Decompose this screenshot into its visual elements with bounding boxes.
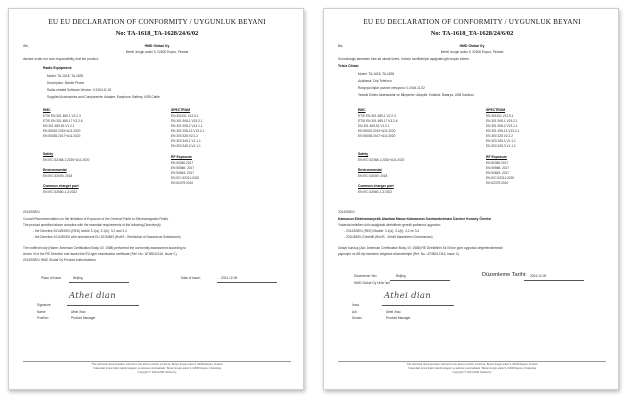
environmental-heading: Environmental — [358, 168, 382, 172]
footer-line: Yukarıdaki ürüne ilişkin teknik belgeler şu adreste tutulmaktadır: Bertel Jungin aukio 9, 02600 Espoo, Finlandiya — [92, 367, 222, 370]
position-value: Product Manager — [386, 316, 411, 320]
signature-label: Signature — [37, 303, 51, 307]
directive-red: - the Directive 2014/53/EU (RED) Article 3.1(a), 3.1(b), 3.2 and 3.4 — [33, 229, 127, 233]
spectrum-item: EN 301 908-2 V13.1.1 — [171, 124, 203, 128]
company-name: HMD Global Oy — [144, 44, 170, 48]
council-recommendation: Council Recommendation on the limitation of Exposure of the General Public to Electromagnetic Fields. — [23, 217, 169, 221]
company-address: Bertel Jungin aukio 9, 02600 Espoo, Finland — [125, 50, 189, 54]
accessories: Tedarik Edilen Aksesuarlar ve Bileşenler: Adaptör, Kulaklık, Batarya, USB Kablosu — [358, 93, 474, 97]
common-charger-heading: Common charger port — [43, 184, 79, 188]
declaration-number: No: TA-1618_TA-1628/24/6/02 — [115, 30, 199, 37]
declaration-page-english — [8, 8, 304, 390]
spectrum-item: EN 303 345-1 V1.1.1 — [486, 139, 516, 143]
spectrum-item: EN 301 908-1 V15.2.1 — [486, 119, 518, 123]
notified-body-line2: Annex III of the RE Directive and issued the EU-type examination certificate (Ref. No.: AT3B012116, Issue C). — [23, 252, 178, 256]
rf-exposure-heading: RF Exposure — [171, 155, 192, 159]
notified-body-line2: yapmıştır ve AB tipi inceleme belgesini düzenlemiştir (Ref. No.: AT3B012116, Issue C). — [338, 252, 460, 256]
product-authorizations: HMD Global Oy Ürün İzni — [354, 281, 390, 285]
emc-item: EN 55032:2015+A11:2020 — [43, 129, 81, 133]
position-label: Ünvanı — [352, 316, 363, 320]
footer-copyright: Copyright © 2024 HMD Global Oy — [137, 371, 177, 374]
description: Açıklama: Cep Telefonu — [358, 79, 392, 83]
footer-line: This technical documentation referred to the above product is held at: Bertel Jungin aukio 9, 02600 Espoo, Finland — [91, 363, 223, 366]
software-version: Radio-related Software Version: 0.2404.11.02 — [47, 88, 112, 92]
spectrum-item: EN 303 345-1 V1.1.1 — [171, 139, 201, 143]
declare-statement: Sorumluluğu tamamen bize ait olmak üzere, ürünün özellikleriyle aşağıdaki gibi beyan ederiz: — [338, 57, 470, 61]
company-name: HMD Global Oy — [459, 44, 485, 48]
common-charger-item: EN IEC 62680-1-3:2022 — [358, 190, 393, 194]
spectrum-item: EN 300 328 V2.2.2 — [171, 134, 198, 138]
regulation-reference: 2014/53/EU — [338, 210, 355, 214]
footer-line: This technical documentation referred to the above product is held at: Bertel Jungin aukio 9, 02600 Espoo, Finland — [406, 363, 538, 366]
emc-item: EN 301 489-52 V1.2.1 — [358, 124, 390, 128]
page-title: EU EU DECLARATION OF CONFORMITY / UYGUNLUK BEYANI — [363, 18, 581, 26]
directive-rohs: - 2011/65/EU Direktifi (RoHS - Zehirli Maddelerin Sınırlanması) — [344, 235, 433, 239]
footer-copyright: Copyright © 2024 HMD Global Oy — [452, 371, 492, 374]
name-label: Adı — [352, 310, 357, 314]
rf-item: EN 62479:2010 — [171, 181, 194, 185]
radio-equipment-heading: Telsiz Cihazı: — [338, 64, 360, 68]
emc-item: ETSI EN 301 489-1 V2.2.3 — [358, 114, 396, 118]
rf-item: EN IEC 62311:2020 — [486, 176, 515, 180]
spectrum-heading: SPECTRUM — [486, 108, 506, 112]
position-label: Position — [37, 316, 49, 320]
date-of-issue-value: 2024-12-09 — [530, 274, 547, 278]
directive-red: - 2014/53/EU (RED) Madde: 3.1(a), 3.1(b), 3.2 ve 3.4 — [344, 229, 420, 233]
spectrum-item: EN 301511 V12.5.1 — [171, 114, 199, 118]
spectrum-item: EN 303 345-3 V1.1.1 — [486, 144, 516, 148]
notified-body-line1: Onaylı kuruluş (Adı: American Certification Body, ID: 1588) RE Direktifinin Ek III'üne göre uygunluk değerlendirmesini — [338, 246, 503, 250]
council-recommendation: Kamunun Elektromanyetik Alanlara Maruz Kalmasının Sınırlandırılması Üzerine Konsey Önerisi — [338, 217, 492, 221]
complies-statement: The product specified above complies with the essential requirements of the following Directive(s): — [23, 223, 162, 227]
emc-item: EN 301 489-52 V1.2.1 — [43, 124, 75, 128]
date-of-issue-value: 2024-12-09 — [221, 276, 238, 280]
date-of-issue-label: Düzenleme Tarihi: — [482, 272, 527, 278]
regulation-reference: 2014/53/EU — [23, 210, 40, 214]
place-of-issue-value: Beijing — [73, 276, 83, 280]
place-of-issue-label: Place of Issue: — [41, 276, 62, 280]
complies-statement: Yukarıda belirtilen ürün aşağıdaki direktiflerin gerekli şartlarına uygundur: — [338, 223, 441, 227]
declaration-number: No: TA-1618_TA-1628/24/6/02 — [430, 30, 514, 37]
rf-item: EN 50663: 2017 — [486, 171, 510, 175]
safety-heading: Safety — [43, 152, 54, 156]
safety-item: EN IEC 62368-1:2020+A11:2020 — [43, 158, 90, 162]
rf-item: EN 50566: 2017 — [486, 166, 510, 170]
spectrum-item: EN 301 908-1 V15.2.1 — [171, 119, 203, 123]
emc-item: EN 55032:2015+A11:2020 — [358, 129, 396, 133]
common-charger-item: EN IEC 62680-1-3:2022 — [43, 190, 78, 194]
environmental-item: EN IEC 63000: 2018 — [43, 174, 73, 178]
emc-item: ETSI EN 301 489-17 V3.2.6 — [43, 119, 83, 123]
emc-item: ETSI EN 301 489-1 V2.2.3 — [43, 114, 81, 118]
company-address: Bertel Jungin aukio 9, 02600 Espoo, Finland — [440, 50, 504, 54]
safety-heading: Safety — [358, 152, 369, 156]
spectrum-item: EN 301 908-13 V13.2.1 — [486, 129, 520, 133]
notified-body-line1: The notified body (Name: American Certification Body, ID: 1588) performed the conformity assessment according to — [23, 246, 186, 250]
name-value: Athei Xiao — [386, 310, 401, 314]
name-label: Name — [37, 310, 46, 314]
spectrum-item: EN 300 328 V2.2.2 — [486, 134, 513, 138]
safety-item: EN IEC 62368-1:2020+A11:2020 — [358, 158, 405, 162]
declare-statement: declare under our sole responsibility, that the product: — [23, 57, 99, 61]
date-of-issue-label: Date of Issue: — [181, 276, 201, 280]
we-label: Biz, — [338, 44, 344, 48]
directive-rohs: - the Directive 2011/65/EU with amendment EU 2015/863 (RoHS - Restriction of Hazardous Substances) — [33, 235, 181, 239]
environmental-item: EN IEC 63000: 2018 — [358, 174, 388, 178]
rf-item: EN 50566: 2017 — [171, 166, 195, 170]
rf-exposure-heading: RF Exposure — [486, 155, 507, 159]
footer-line: Yukarıdaki ürüne ilişkin teknik belgeler şu adreste tutulmaktadır: Bertel Jungin aukio 9, 02600 Espoo, Finlandiya — [407, 367, 537, 370]
rf-item: EN IEC 62311:2020 — [171, 176, 200, 180]
spectrum-item: EN 301 908-13 V13.2.1 — [171, 129, 205, 133]
accessories: Supplied Accessories and Components: Adapter, Earphone, Battery, USB Cable — [47, 95, 160, 99]
model: Model: TA-1618, TA-1628 — [358, 72, 395, 76]
signature-image: Athei dian — [384, 291, 432, 301]
emc-item: EN 55035:2017+A11:2020 — [358, 134, 396, 138]
environmental-heading: Environmental — [43, 168, 67, 172]
radio-equipment-heading: Radio Equipment: — [43, 66, 73, 70]
product-authorizations: 2014/53/EU HMD Global Oy Product Authorizations — [23, 258, 96, 262]
emc-item: EN 55035:2017+A11:2020 — [43, 134, 81, 138]
description: Description: Mobile Phone — [47, 81, 85, 85]
name-value: Athei Xiao — [71, 310, 86, 314]
declaration-page-turkish — [323, 8, 619, 390]
emc-heading: EMC — [43, 108, 51, 112]
page-title: EU EU DECLARATION OF CONFORMITY / UYGUNLUK BEYANI — [48, 18, 266, 26]
emc-heading: EMC — [358, 108, 366, 112]
spectrum-heading: SPECTRUM — [171, 108, 191, 112]
spectrum-item: EN 301511 V12.5.1 — [486, 114, 514, 118]
signature-image: Athei dian — [69, 291, 117, 301]
rf-item: EN 50360:2017 — [486, 161, 509, 165]
rf-item: EN 50663: 2017 — [171, 171, 195, 175]
we-label: We, — [23, 44, 29, 48]
spectrum-item: EN 301 908-2 V13.1.1 — [486, 124, 518, 128]
place-of-issue-label: Düzenleme Yeri: — [354, 274, 378, 278]
spectrum-item: EN 303 345-3 V1.1.1 — [171, 144, 201, 148]
model: Model: TA-1618, TA-1628 — [47, 74, 84, 78]
position-value: Product Manager — [71, 316, 96, 320]
rf-item: EN 62479:2010 — [486, 181, 509, 185]
place-of-issue-value: Beijing — [396, 274, 406, 278]
emc-item: ETSI EN 301 489-17 V3.2.6 — [358, 119, 398, 123]
common-charger-heading: Common charger port — [358, 184, 394, 188]
rf-item: EN 50360:2017 — [171, 161, 194, 165]
software-version: Radyoya ilişkin yazılım versiyonu: 0.2404.11.02 — [358, 86, 425, 90]
signature-label: İmza — [352, 303, 359, 307]
